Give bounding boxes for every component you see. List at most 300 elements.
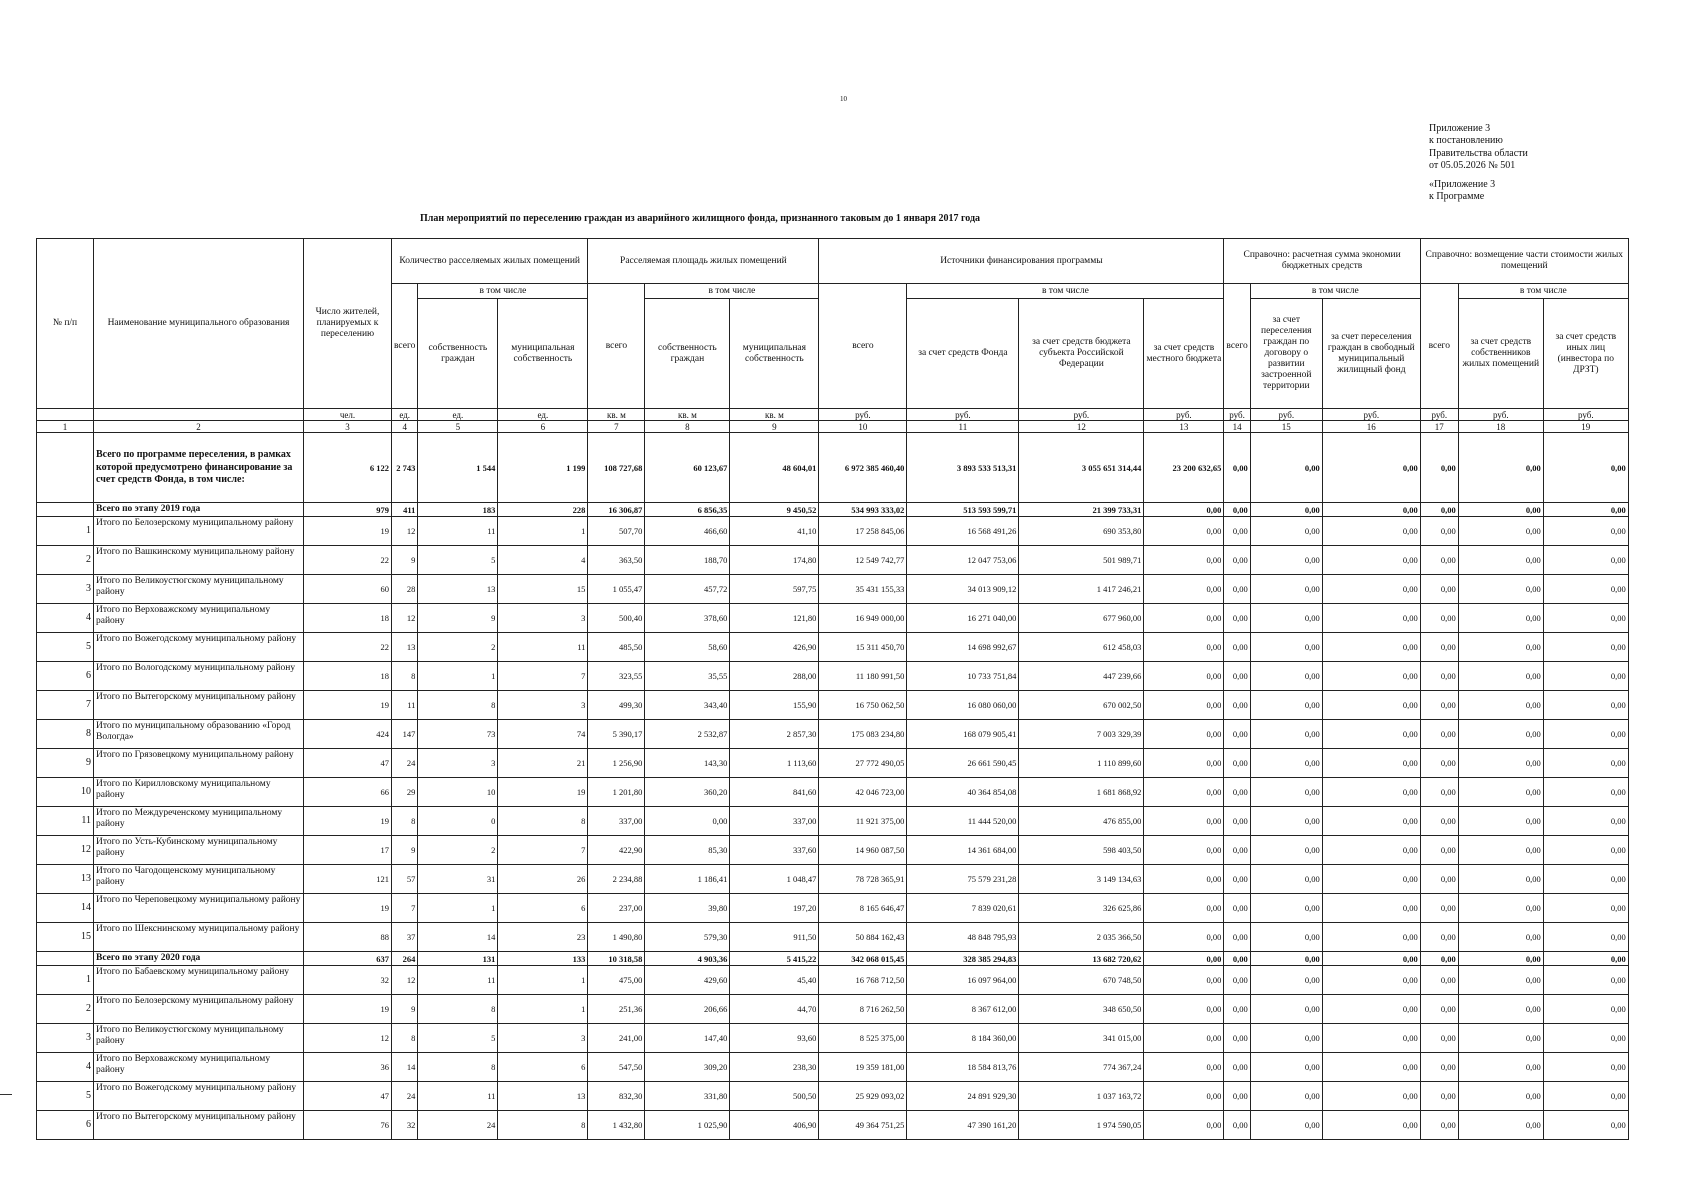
value-cell: 0,00 bbox=[1322, 604, 1420, 633]
unit-cell-empty bbox=[94, 409, 304, 421]
value-cell: 637 bbox=[304, 952, 392, 966]
value-cell: 93,60 bbox=[730, 1024, 819, 1053]
value-cell: 0,00 bbox=[1224, 633, 1250, 662]
value-cell: 0,00 bbox=[1250, 517, 1322, 546]
value-cell: 0,00 bbox=[1144, 1024, 1224, 1053]
header-name: Наименование муниципального образования bbox=[94, 239, 304, 409]
value-cell: 75 579 231,28 bbox=[907, 865, 1019, 894]
header-rooms-own: собственность граждан bbox=[418, 299, 498, 409]
value-cell: 0,00 bbox=[1250, 1082, 1322, 1111]
value-cell: 0,00 bbox=[1322, 1024, 1420, 1053]
value-cell: 0,00 bbox=[1144, 691, 1224, 720]
table-row bbox=[37, 807, 1629, 836]
value-cell: 0,00 bbox=[1144, 923, 1224, 952]
value-cell: 16 306,87 bbox=[588, 503, 645, 517]
value-cell: 66 bbox=[304, 778, 392, 807]
value-cell: 0,00 bbox=[1224, 720, 1250, 749]
value-cell: 0,00 bbox=[1420, 691, 1458, 720]
value-cell: 411 bbox=[392, 503, 418, 517]
value-cell: 0,00 bbox=[1420, 952, 1458, 966]
value-cell: 0,00 bbox=[1144, 546, 1224, 575]
value-cell: 88 bbox=[304, 923, 392, 952]
value-cell: 26 661 590,45 bbox=[907, 749, 1019, 778]
value-cell: 0,00 bbox=[1224, 778, 1250, 807]
value-cell: 16 568 491,26 bbox=[907, 517, 1019, 546]
value-cell: 0,00 bbox=[1543, 1082, 1628, 1111]
row-number: 13 bbox=[37, 865, 94, 894]
value-cell: 0,00 bbox=[1224, 836, 1250, 865]
value-cell: 0,00 bbox=[1250, 952, 1322, 966]
value-cell: 16 949 000,00 bbox=[819, 604, 907, 633]
municipality-name: Итого по Усть-Кубинскому муниципальному району bbox=[94, 836, 304, 865]
value-cell: 0,00 bbox=[1322, 952, 1420, 966]
value-cell: 0,00 bbox=[1420, 749, 1458, 778]
value-cell: 9 bbox=[418, 604, 498, 633]
header-subject-budget: за счет средств бюджета субъекта Российской Федерации bbox=[1019, 299, 1144, 409]
row-number: 7 bbox=[37, 691, 94, 720]
value-cell: 1 048,47 bbox=[730, 865, 819, 894]
value-cell: 241,00 bbox=[588, 1024, 645, 1053]
value-cell: 0,00 bbox=[1322, 778, 1420, 807]
value-cell: 0,00 bbox=[1420, 807, 1458, 836]
value-cell: 10 733 751,84 bbox=[907, 662, 1019, 691]
value-cell: 57 bbox=[392, 865, 418, 894]
value-cell: 0,00 bbox=[1420, 894, 1458, 923]
value-cell: 15 311 450,70 bbox=[819, 633, 907, 662]
value-cell: 0,00 bbox=[1250, 633, 1322, 662]
value-cell: 1 201,80 bbox=[588, 778, 645, 807]
value-cell: 3 bbox=[418, 749, 498, 778]
value-cell: 8 165 646,47 bbox=[819, 894, 907, 923]
header-including: в том числе bbox=[418, 284, 588, 299]
value-cell: 32 bbox=[392, 1111, 418, 1140]
column-number-cell: 2 bbox=[94, 421, 304, 433]
value-cell: 499,30 bbox=[588, 691, 645, 720]
table-row bbox=[37, 923, 1629, 952]
value-cell: 500,40 bbox=[588, 604, 645, 633]
value-cell: 23 200 632,65 bbox=[1144, 433, 1224, 503]
value-cell: 0,00 bbox=[1322, 1053, 1420, 1082]
value-cell: 13 bbox=[392, 633, 418, 662]
row-number: 14 bbox=[37, 894, 94, 923]
value-cell: 18 bbox=[304, 604, 392, 633]
value-cell: 0,00 bbox=[1420, 865, 1458, 894]
unit-cell: ед. bbox=[418, 409, 498, 421]
value-cell: 37 bbox=[392, 923, 418, 952]
value-cell: 0,00 bbox=[1458, 749, 1543, 778]
value-cell: 0,00 bbox=[1543, 546, 1628, 575]
value-cell: 0,00 bbox=[1458, 662, 1543, 691]
municipality-name: Итого по муниципальному образованию «Город Вологда» bbox=[94, 720, 304, 749]
value-cell: 0,00 bbox=[1224, 503, 1250, 517]
value-cell: 0,00 bbox=[1458, 517, 1543, 546]
value-cell: 0,00 bbox=[1322, 546, 1420, 575]
unit-cell: руб. bbox=[1543, 409, 1628, 421]
value-cell: 14 bbox=[392, 1053, 418, 1082]
stage-total-row bbox=[37, 503, 1629, 517]
row-number: 12 bbox=[37, 836, 94, 865]
municipality-name: Итого по Вожегодскому муниципальному району bbox=[94, 1082, 304, 1111]
value-cell: 0,00 bbox=[1144, 633, 1224, 662]
value-cell: 11 bbox=[418, 1082, 498, 1111]
value-cell: 0,00 bbox=[1420, 778, 1458, 807]
value-cell: 5 415,22 bbox=[730, 952, 819, 966]
unit-cell: руб. bbox=[907, 409, 1019, 421]
value-cell: 774 367,24 bbox=[1019, 1053, 1144, 1082]
table-row bbox=[37, 966, 1629, 995]
value-cell: 1 110 899,60 bbox=[1019, 749, 1144, 778]
value-cell: 337,00 bbox=[588, 807, 645, 836]
municipality-name: Всего по этапу 2019 года bbox=[94, 503, 304, 517]
value-cell: 0,00 bbox=[1250, 966, 1322, 995]
value-cell: 12 047 753,06 bbox=[907, 546, 1019, 575]
value-cell: 21 399 733,31 bbox=[1019, 503, 1144, 517]
value-cell: 1 bbox=[418, 662, 498, 691]
value-cell: 0,00 bbox=[1543, 633, 1628, 662]
value-cell: 0,00 bbox=[1224, 1024, 1250, 1053]
value-cell: 19 bbox=[304, 894, 392, 923]
value-cell: 0,00 bbox=[1420, 1053, 1458, 1082]
value-cell: 16 080 060,00 bbox=[907, 691, 1019, 720]
value-cell: 429,60 bbox=[645, 966, 730, 995]
value-cell: 12 549 742,77 bbox=[819, 546, 907, 575]
value-cell: 264 bbox=[392, 952, 418, 966]
column-number-cell: 9 bbox=[730, 421, 819, 433]
value-cell: 0,00 bbox=[1224, 433, 1250, 503]
header-reimburse-total: всего bbox=[1420, 284, 1458, 409]
value-cell: 0,00 bbox=[1144, 604, 1224, 633]
value-cell: 3 bbox=[498, 1024, 588, 1053]
table-row bbox=[37, 1024, 1629, 1053]
value-cell: 1 256,90 bbox=[588, 749, 645, 778]
value-cell: 1 417 246,21 bbox=[1019, 575, 1144, 604]
value-cell: 11 444 520,00 bbox=[907, 807, 1019, 836]
value-cell: 18 bbox=[304, 662, 392, 691]
value-cell: 121 bbox=[304, 865, 392, 894]
table-row bbox=[37, 517, 1629, 546]
value-cell: 17 bbox=[304, 836, 392, 865]
value-cell: 309,20 bbox=[645, 1053, 730, 1082]
value-cell: 360,20 bbox=[645, 778, 730, 807]
table-row bbox=[37, 575, 1629, 604]
value-cell: 174,80 bbox=[730, 546, 819, 575]
value-cell: 0,00 bbox=[1250, 778, 1322, 807]
value-cell: 0,00 bbox=[1322, 807, 1420, 836]
row-number bbox=[37, 503, 94, 517]
header-including: в том числе bbox=[1250, 284, 1420, 299]
municipality-name: Итого по Белозерскому муниципальному району bbox=[94, 995, 304, 1024]
unit-cell: руб. bbox=[1144, 409, 1224, 421]
value-cell: 3 bbox=[498, 691, 588, 720]
column-number-cell: 12 bbox=[1019, 421, 1144, 433]
value-cell: 60 bbox=[304, 575, 392, 604]
value-cell: 0,00 bbox=[1458, 604, 1543, 633]
municipality-name: Итого по Вожегодскому муниципальному району bbox=[94, 633, 304, 662]
row-number: 2 bbox=[37, 546, 94, 575]
value-cell: 47 bbox=[304, 1082, 392, 1111]
value-cell: 1 490,80 bbox=[588, 923, 645, 952]
value-cell: 9 bbox=[392, 546, 418, 575]
value-cell: 288,00 bbox=[730, 662, 819, 691]
value-cell: 598 403,50 bbox=[1019, 836, 1144, 865]
value-cell: 0,00 bbox=[1458, 1111, 1543, 1140]
value-cell: 534 993 333,02 bbox=[819, 503, 907, 517]
value-cell: 0,00 bbox=[1543, 604, 1628, 633]
row-number: 9 bbox=[37, 749, 94, 778]
value-cell: 9 450,52 bbox=[730, 503, 819, 517]
value-cell: 121,80 bbox=[730, 604, 819, 633]
units-row bbox=[37, 409, 1629, 421]
stage-total-row bbox=[37, 952, 1629, 966]
value-cell: 323,55 bbox=[588, 662, 645, 691]
value-cell: 40 364 854,08 bbox=[907, 778, 1019, 807]
value-cell: 2 857,30 bbox=[730, 720, 819, 749]
value-cell: 13 bbox=[498, 1082, 588, 1111]
value-cell: 0,00 bbox=[1543, 995, 1628, 1024]
value-cell: 341 015,00 bbox=[1019, 1024, 1144, 1053]
value-cell: 0,00 bbox=[1224, 807, 1250, 836]
grand-total-row bbox=[37, 433, 1629, 503]
header-area-municipal: муниципальная собственность bbox=[730, 299, 819, 409]
value-cell: 228 bbox=[498, 503, 588, 517]
value-cell: 0,00 bbox=[1224, 894, 1250, 923]
value-cell: 34 013 909,12 bbox=[907, 575, 1019, 604]
value-cell: 1 974 590,05 bbox=[1019, 1111, 1144, 1140]
value-cell: 0,00 bbox=[1543, 720, 1628, 749]
value-cell: 35,55 bbox=[645, 662, 730, 691]
value-cell: 7 bbox=[498, 662, 588, 691]
value-cell: 8 184 360,00 bbox=[907, 1024, 1019, 1053]
value-cell: 0,00 bbox=[1144, 749, 1224, 778]
unit-cell: руб. bbox=[1250, 409, 1322, 421]
column-number-cell: 8 bbox=[645, 421, 730, 433]
value-cell: 475,00 bbox=[588, 966, 645, 995]
table-row bbox=[37, 865, 1629, 894]
value-cell: 424 bbox=[304, 720, 392, 749]
value-cell: 15 bbox=[498, 575, 588, 604]
value-cell: 0,00 bbox=[1250, 546, 1322, 575]
value-cell: 14 bbox=[418, 923, 498, 952]
column-number-cell: 4 bbox=[392, 421, 418, 433]
value-cell: 18 584 813,76 bbox=[907, 1053, 1019, 1082]
value-cell: 832,30 bbox=[588, 1082, 645, 1111]
value-cell: 0,00 bbox=[1224, 662, 1250, 691]
value-cell: 7 839 020,61 bbox=[907, 894, 1019, 923]
row-number: 15 bbox=[37, 923, 94, 952]
table-row bbox=[37, 995, 1629, 1024]
value-cell: 0,00 bbox=[1144, 807, 1224, 836]
value-cell: 0,00 bbox=[1458, 1053, 1543, 1082]
unit-cell: ед. bbox=[392, 409, 418, 421]
value-cell: 0,00 bbox=[1420, 995, 1458, 1024]
table-row bbox=[37, 749, 1629, 778]
value-cell: 1 055,47 bbox=[588, 575, 645, 604]
value-cell: 0,00 bbox=[1224, 546, 1250, 575]
value-cell: 143,30 bbox=[645, 749, 730, 778]
municipality-name: Итого по Верховажскому муниципальному району bbox=[94, 1053, 304, 1082]
appendix-line: Приложение 3 bbox=[1429, 123, 1491, 134]
value-cell: 14 361 684,00 bbox=[907, 836, 1019, 865]
value-cell: 348 650,50 bbox=[1019, 995, 1144, 1024]
value-cell: 0,00 bbox=[1144, 1111, 1224, 1140]
value-cell: 0,00 bbox=[1144, 778, 1224, 807]
header-fund: за счет средств Фонда bbox=[907, 299, 1019, 409]
value-cell: 8 367 612,00 bbox=[907, 995, 1019, 1024]
municipality-name: Итого по Междуреченскому муниципальному району bbox=[94, 807, 304, 836]
value-cell: 0,00 bbox=[1250, 720, 1322, 749]
value-cell: 0,00 bbox=[1144, 720, 1224, 749]
value-cell: 911,50 bbox=[730, 923, 819, 952]
value-cell: 0,00 bbox=[1322, 662, 1420, 691]
value-cell: 0,00 bbox=[1458, 865, 1543, 894]
appendix-line: Правительства области bbox=[1429, 147, 1528, 159]
value-cell: 0 bbox=[418, 807, 498, 836]
value-cell: 60 123,67 bbox=[645, 433, 730, 503]
value-cell: 4 bbox=[498, 546, 588, 575]
value-cell: 0,00 bbox=[1144, 1053, 1224, 1082]
value-cell: 2 035 366,50 bbox=[1019, 923, 1144, 952]
header-rooms-group: Количество расселяемых жилых помещений bbox=[392, 239, 588, 284]
value-cell: 6 972 385 460,40 bbox=[819, 433, 907, 503]
municipality-name: Итого по Вашкинскому муниципальному району bbox=[94, 546, 304, 575]
value-cell: 0,00 bbox=[1224, 1053, 1250, 1082]
value-cell: 331,80 bbox=[645, 1082, 730, 1111]
value-cell: 0,00 bbox=[1250, 691, 1322, 720]
value-cell: 0,00 bbox=[1458, 778, 1543, 807]
value-cell: 0,00 bbox=[1458, 691, 1543, 720]
value-cell: 11 180 991,50 bbox=[819, 662, 907, 691]
value-cell: 155,90 bbox=[730, 691, 819, 720]
header-area-total: всего bbox=[588, 284, 645, 409]
row-number bbox=[37, 952, 94, 966]
value-cell: 0,00 bbox=[1458, 807, 1543, 836]
value-cell: 0,00 bbox=[1144, 662, 1224, 691]
row-number: 5 bbox=[37, 1082, 94, 1111]
value-cell: 0,00 bbox=[1144, 1082, 1224, 1111]
edge-mark bbox=[0, 1094, 12, 1095]
value-cell: 0,00 bbox=[1144, 517, 1224, 546]
value-cell: 0,00 bbox=[1224, 575, 1250, 604]
value-cell: 0,00 bbox=[1144, 836, 1224, 865]
value-cell: 147,40 bbox=[645, 1024, 730, 1053]
column-number-cell: 3 bbox=[304, 421, 392, 433]
appendix-program-line: к Программе bbox=[1429, 191, 1485, 203]
table-row bbox=[37, 691, 1629, 720]
value-cell: 197,20 bbox=[730, 894, 819, 923]
value-cell: 0,00 bbox=[1144, 952, 1224, 966]
value-cell: 5 bbox=[418, 1024, 498, 1053]
value-cell: 485,50 bbox=[588, 633, 645, 662]
value-cell: 25 929 093,02 bbox=[819, 1082, 907, 1111]
value-cell: 17 258 845,06 bbox=[819, 517, 907, 546]
value-cell: 1 113,60 bbox=[730, 749, 819, 778]
value-cell: 1 432,80 bbox=[588, 1111, 645, 1140]
value-cell: 979 bbox=[304, 503, 392, 517]
value-cell: 6 bbox=[498, 894, 588, 923]
value-cell: 0,00 bbox=[1224, 952, 1250, 966]
column-number-cell: 16 bbox=[1322, 421, 1420, 433]
column-number-cell: 19 bbox=[1543, 421, 1628, 433]
table-row bbox=[37, 662, 1629, 691]
value-cell: 8 bbox=[418, 1053, 498, 1082]
appendix-block bbox=[1429, 123, 1528, 203]
value-cell: 0,00 bbox=[1224, 923, 1250, 952]
row-number: 5 bbox=[37, 633, 94, 662]
unit-cell: кв. м bbox=[645, 409, 730, 421]
value-cell: 0,00 bbox=[1224, 691, 1250, 720]
value-cell: 1 199 bbox=[498, 433, 588, 503]
value-cell: 0,00 bbox=[1458, 1024, 1543, 1053]
value-cell: 19 bbox=[304, 807, 392, 836]
value-cell: 2 234,88 bbox=[588, 865, 645, 894]
column-number-cell: 5 bbox=[418, 421, 498, 433]
value-cell: 0,00 bbox=[1250, 865, 1322, 894]
value-cell: 0,00 bbox=[1543, 807, 1628, 836]
value-cell: 24 bbox=[392, 1082, 418, 1111]
unit-cell: руб. bbox=[1322, 409, 1420, 421]
value-cell: 8 bbox=[418, 995, 498, 1024]
value-cell: 21 bbox=[498, 749, 588, 778]
value-cell: 0,00 bbox=[1458, 633, 1543, 662]
value-cell: 6 bbox=[498, 1053, 588, 1082]
header-resettle-dev: за счет переселения граждан по договору о развитии застроенной территории bbox=[1250, 299, 1322, 409]
value-cell: 0,00 bbox=[1322, 995, 1420, 1024]
value-cell: 42 046 723,00 bbox=[819, 778, 907, 807]
value-cell: 457,72 bbox=[645, 575, 730, 604]
value-cell: 0,00 bbox=[1250, 836, 1322, 865]
value-cell: 0,00 bbox=[1322, 575, 1420, 604]
value-cell: 513 593 599,71 bbox=[907, 503, 1019, 517]
value-cell: 26 bbox=[498, 865, 588, 894]
value-cell: 0,00 bbox=[1250, 995, 1322, 1024]
value-cell: 0,00 bbox=[1420, 546, 1458, 575]
value-cell: 363,50 bbox=[588, 546, 645, 575]
row-number: 4 bbox=[37, 604, 94, 633]
value-cell: 0,00 bbox=[1543, 433, 1628, 503]
value-cell: 175 083 234,80 bbox=[819, 720, 907, 749]
row-number: 3 bbox=[37, 575, 94, 604]
value-cell: 12 bbox=[392, 966, 418, 995]
value-cell: 0,00 bbox=[1420, 720, 1458, 749]
municipality-name: Всего по этапу 2020 года bbox=[94, 952, 304, 966]
municipality-name: Итого по Бабаевскому муниципальному району bbox=[94, 966, 304, 995]
value-cell: 14 960 087,50 bbox=[819, 836, 907, 865]
value-cell: 168 079 905,41 bbox=[907, 720, 1019, 749]
value-cell: 0,00 bbox=[1224, 1111, 1250, 1140]
header-no: № п/п bbox=[37, 239, 94, 409]
value-cell: 0,00 bbox=[1420, 1082, 1458, 1111]
value-cell: 183 bbox=[418, 503, 498, 517]
row-number: 11 bbox=[37, 807, 94, 836]
value-cell: 0,00 bbox=[1144, 503, 1224, 517]
value-cell: 0,00 bbox=[1543, 662, 1628, 691]
value-cell: 0,00 bbox=[1420, 836, 1458, 865]
value-cell: 0,00 bbox=[1224, 865, 1250, 894]
value-cell: 0,00 bbox=[1543, 1053, 1628, 1082]
value-cell: 0,00 bbox=[1458, 503, 1543, 517]
value-cell: 24 891 929,30 bbox=[907, 1082, 1019, 1111]
appendix-line: от 05.05.2026 № 501 bbox=[1429, 160, 1516, 172]
value-cell: 0,00 bbox=[1458, 1082, 1543, 1111]
value-cell: 6 856,35 bbox=[645, 503, 730, 517]
page-number: 10 bbox=[840, 95, 847, 103]
value-cell: 19 bbox=[498, 778, 588, 807]
value-cell: 14 698 992,67 bbox=[907, 633, 1019, 662]
table-row bbox=[37, 1082, 1629, 1111]
value-cell: 0,00 bbox=[1322, 749, 1420, 778]
row-number: 1 bbox=[37, 517, 94, 546]
value-cell: 0,00 bbox=[1420, 517, 1458, 546]
